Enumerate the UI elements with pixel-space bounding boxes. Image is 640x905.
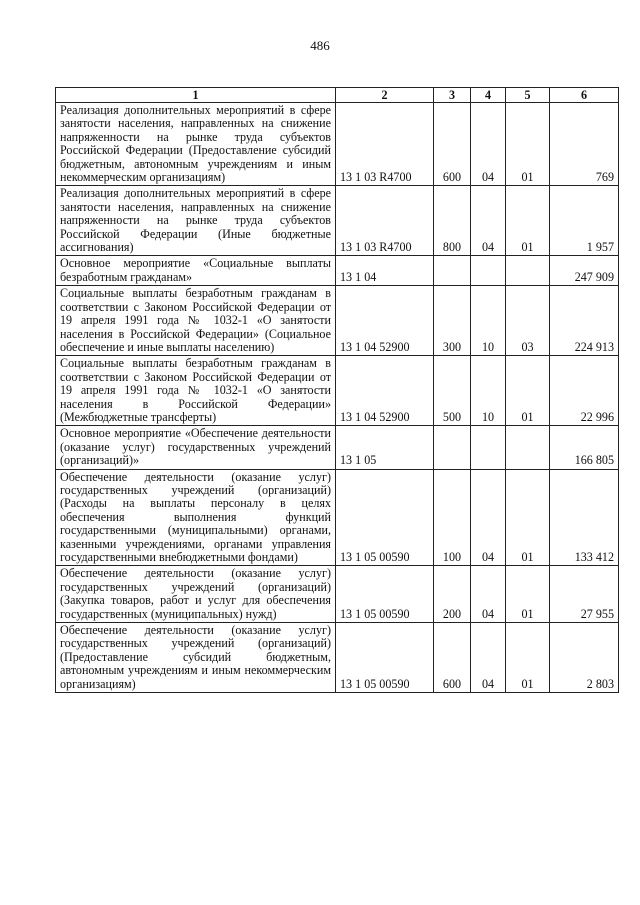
subsection: 01 — [506, 469, 550, 566]
table-row — [56, 566, 619, 623]
section: 04 — [471, 469, 506, 566]
column-header-4: 4 — [471, 88, 506, 103]
column-header-5: 5 — [506, 88, 550, 103]
page-number: 486 — [310, 38, 330, 53]
subsection: 01 — [506, 566, 550, 623]
amount: 2 803 — [550, 623, 619, 693]
section — [471, 426, 506, 469]
amount: 247 909 — [550, 256, 619, 286]
expense-name: Социальные выплаты безработным гражданам в соответствии с Законом Российской Федерации от 19 апреля 1991 года № 1032-1 «О занятости населения в Российской Федерации» (Социальное обеспечение и иные выплаты населению) — [56, 286, 336, 356]
section: 10 — [471, 356, 506, 426]
target-code: 13 1 04 52900 — [336, 356, 434, 426]
section: 04 — [471, 566, 506, 623]
expense-name: Реализация дополнительных мероприятий в сфере занятости населения, направленных на снижение напряженности на рынке труда субъектов Российской Федерации (Иные бюджетные ассигнования) — [56, 186, 336, 256]
amount: 133 412 — [550, 469, 619, 566]
expense-type — [434, 256, 471, 286]
target-code: 13 1 04 — [336, 256, 434, 286]
expense-name: Основное мероприятие «Социальные выплаты безработным гражданам» — [56, 256, 336, 286]
target-code: 13 1 03 R4700 — [336, 103, 434, 186]
expense-type: 500 — [434, 356, 471, 426]
amount: 1 957 — [550, 186, 619, 256]
expense-name: Основное мероприятие «Обеспечение деятельности (оказание услуг) государственных учреждений (организаций)» — [56, 426, 336, 469]
column-header-1: 1 — [56, 88, 336, 103]
table-row — [56, 623, 619, 693]
table-row — [56, 356, 619, 426]
amount: 27 955 — [550, 566, 619, 623]
subsection: 01 — [506, 103, 550, 186]
expense-name: Реализация дополнительных мероприятий в сфере занятости населения, направленных на снижение напряженности на рынке труда субъектов Российской Федерации (Предоставление субсидий бюджетным, автономным учреждениям и иным некоммерческим организациям) — [56, 103, 336, 186]
amount: 166 805 — [550, 426, 619, 469]
amount: 22 996 — [550, 356, 619, 426]
column-header-6: 6 — [550, 88, 619, 103]
table-row — [56, 426, 619, 469]
section: 10 — [471, 286, 506, 356]
amount: 769 — [550, 103, 619, 186]
subsection — [506, 426, 550, 469]
expense-type: 300 — [434, 286, 471, 356]
table-row — [56, 103, 619, 186]
expense-type: 800 — [434, 186, 471, 256]
expense-name: Обеспечение деятельности (оказание услуг) государственных учреждений (организаций) (Предоставление субсидий бюджетным, автономным учреждениям и иным некоммерческим организациям) — [56, 623, 336, 693]
header-row — [56, 88, 619, 103]
expense-type: 200 — [434, 566, 471, 623]
subsection: 01 — [506, 623, 550, 693]
expense-type — [434, 426, 471, 469]
section: 04 — [471, 103, 506, 186]
subsection: 01 — [506, 356, 550, 426]
target-code: 13 1 04 52900 — [336, 286, 434, 356]
target-code: 13 1 05 — [336, 426, 434, 469]
budget-table — [55, 87, 619, 693]
table-row — [56, 469, 619, 566]
table-row — [56, 256, 619, 286]
table-row — [56, 286, 619, 356]
subsection: 03 — [506, 286, 550, 356]
expense-type: 600 — [434, 103, 471, 186]
target-code: 13 1 05 00590 — [336, 469, 434, 566]
section: 04 — [471, 186, 506, 256]
section: 04 — [471, 623, 506, 693]
expense-name: Обеспечение деятельности (оказание услуг) государственных учреждений (организаций) (Расходы на выплаты персоналу в целях обеспечения выполнения функций государственными (муниципальными) органами, казенными учреждениями, органами управления государственными внебюджетными фондами) — [56, 469, 336, 566]
expense-name: Социальные выплаты безработным гражданам в соответствии с Законом Российской Федерации от 19 апреля 1991 года № 1032-1 «О занятости населения в Российской Федерации» (Межбюджетные трансферты) — [56, 356, 336, 426]
expense-name: Обеспечение деятельности (оказание услуг) государственных учреждений (организаций) (Закупка товаров, работ и услуг для обеспечения государственных (муниципальных) нужд) — [56, 566, 336, 623]
amount: 224 913 — [550, 286, 619, 356]
target-code: 13 1 05 00590 — [336, 566, 434, 623]
table-row — [56, 186, 619, 256]
column-header-2: 2 — [336, 88, 434, 103]
subsection — [506, 256, 550, 286]
section — [471, 256, 506, 286]
subsection: 01 — [506, 186, 550, 256]
column-header-3: 3 — [434, 88, 471, 103]
target-code: 13 1 05 00590 — [336, 623, 434, 693]
expense-type: 600 — [434, 623, 471, 693]
expense-type: 100 — [434, 469, 471, 566]
target-code: 13 1 03 R4700 — [336, 186, 434, 256]
